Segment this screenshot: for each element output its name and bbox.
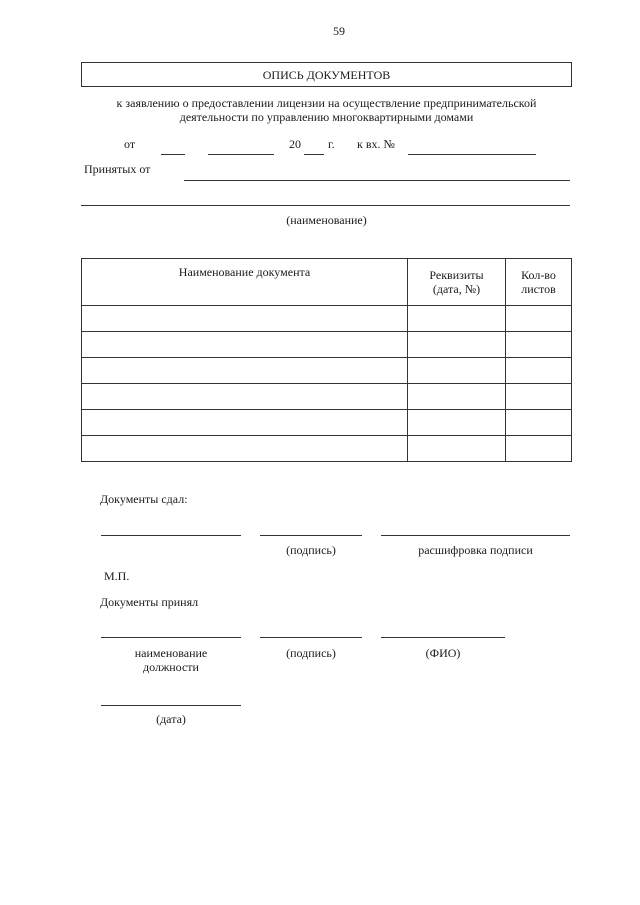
cell-document-name[interactable] [82,332,408,358]
cell-details[interactable] [408,436,506,462]
cell-document-name[interactable] [82,436,408,462]
cell-sheets[interactable] [506,436,572,462]
cell-sheets[interactable] [506,384,572,410]
cell-details[interactable] [408,358,506,384]
cell-details[interactable] [408,306,506,332]
submitter-position-field[interactable] [101,535,241,536]
received-from-field-2[interactable] [81,205,570,206]
cell-sheets[interactable] [506,358,572,384]
acceptor-fio-field[interactable] [381,637,505,638]
table-header-row [82,259,572,306]
cell-details[interactable] [408,384,506,410]
document-title: ОПИСЬ ДОКУМЕНТОВ [262,68,391,82]
accepted-label: Документы принял [100,595,199,609]
seal-label: М.П. [104,569,130,583]
day-field[interactable] [161,154,185,155]
incoming-number-label: к вх. № [357,137,395,151]
year-prefix: 20 [289,137,301,151]
cell-document-name[interactable] [82,306,408,332]
page-number: 59 [333,24,345,38]
table-row [82,384,572,410]
month-field[interactable] [208,154,274,155]
cell-details[interactable] [408,410,506,436]
acceptor-position-field[interactable] [101,637,241,638]
name-caption: (наименование) [286,213,367,227]
incoming-number-field[interactable] [408,154,536,155]
year-suffix: г. [328,137,335,151]
table-row [82,332,572,358]
from-label: от [124,137,136,151]
position-caption-line-2: должности [143,660,199,674]
column-header-name: Наименование документа [82,259,408,306]
submitter-decoding-caption: расшифровка подписи [418,543,533,557]
acceptor-signature-field[interactable] [260,637,362,638]
table-row [82,436,572,462]
acceptance-date-field[interactable] [101,705,241,706]
subtitle-line-2: деятельности по управлению многоквартирными домами [179,110,474,124]
table-row [82,306,572,332]
table-row [82,410,572,436]
year-field[interactable] [304,154,324,155]
cell-sheets[interactable] [506,332,572,358]
cell-details[interactable] [408,332,506,358]
acceptor-signature-caption: (подпись) [286,646,336,660]
subtitle-line-1: к заявлению о предоставлении лицензии на осуществление предпринимательской [116,96,537,110]
cell-sheets[interactable] [506,306,572,332]
fio-caption: (ФИО) [425,646,461,660]
column-header-sheets: Кол-во листов [506,259,572,306]
cell-document-name[interactable] [82,384,408,410]
submitted-label: Документы сдал: [100,492,188,506]
received-from-field[interactable] [184,180,570,181]
received-from-label: Принятых от [84,162,151,176]
date-caption: (дата) [156,712,186,726]
submitter-signature-caption: (подпись) [286,543,336,557]
table-row [82,358,572,384]
cell-document-name[interactable] [82,410,408,436]
submitter-decoding-field[interactable] [381,535,570,536]
cell-document-name[interactable] [82,358,408,384]
position-caption-line-1: наименование [134,646,208,660]
column-header-details: Реквизиты (дата, №) [408,259,506,306]
submitter-signature-field[interactable] [260,535,362,536]
documents-table [81,258,572,462]
cell-sheets[interactable] [506,410,572,436]
